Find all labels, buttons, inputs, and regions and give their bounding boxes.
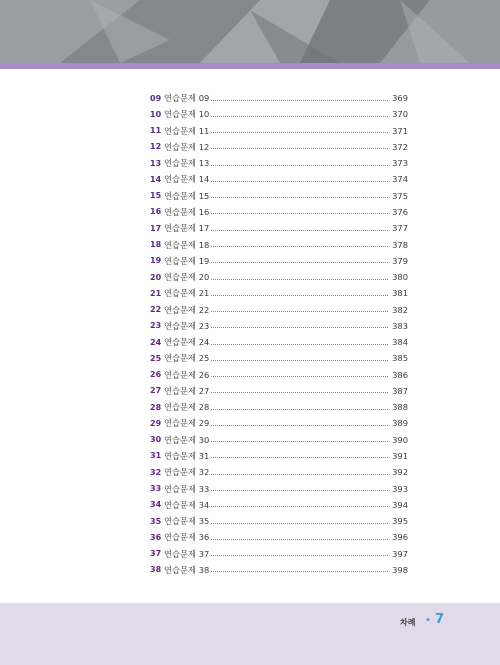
toc-entry-number: 13 [150,158,162,168]
toc-entry-number: 29 [150,418,162,428]
toc-entry[interactable] [150,155,408,171]
toc-entry-title: 연습문제 09 [164,93,210,104]
footer-band [0,603,500,665]
toc-entry[interactable] [150,204,408,220]
toc-entry-title: 연습문제 31 [164,450,210,461]
toc-entry-number: 25 [150,353,162,363]
toc-entry[interactable] [150,464,408,480]
toc-entry-page: 374 [392,174,408,185]
toc-leader-dots [211,230,388,231]
toc-leader-dots [211,262,388,263]
toc-leader-dots [211,165,388,166]
toc-entry[interactable] [150,350,408,366]
toc-entry-title: 연습문제 18 [164,239,210,250]
toc-leader-dots [211,148,388,149]
toc-entry-page: 373 [392,158,408,169]
toc-entry-title: 연습문제 37 [164,548,210,559]
toc-entry-title: 연습문제 29 [164,418,210,429]
toc-entry-title: 연습문제 20 [164,272,210,283]
toc-leader-dots [211,409,388,410]
toc-entry[interactable] [150,285,408,301]
toc-entry[interactable] [150,448,408,464]
toc-entry-page: 375 [392,190,408,201]
toc-leader-dots [211,295,388,296]
header-pattern [0,0,500,63]
toc-leader-dots [211,425,388,426]
toc-entry-page: 397 [392,548,408,559]
toc-entry-page: 371 [392,125,408,136]
toc-entry-page: 386 [392,369,408,380]
toc-entry-number: 17 [150,223,162,233]
toc-entry-number: 23 [150,321,162,331]
toc-entry-title: 연습문제 13 [164,158,210,169]
toc-leader-dots [211,344,388,345]
toc-entry-page: 370 [392,109,408,120]
toc-entry-number: 14 [150,174,162,184]
toc-entry-number: 22 [150,305,162,315]
toc-leader-dots [211,327,388,328]
toc-entry[interactable] [150,399,408,415]
header-accent-stripe [0,63,500,69]
toc-entry-number: 35 [150,516,162,526]
toc-entry-page: 378 [392,239,408,250]
toc-entry-number: 33 [150,484,162,493]
toc-leader-dots [211,441,388,442]
toc-entry-page: 372 [392,141,408,152]
toc-entry-title: 연습문제 22 [164,304,210,315]
toc-entry-number: 31 [150,451,162,461]
toc-entry[interactable] [150,383,408,399]
toc-entry-title: 연습문제 36 [164,532,210,543]
toc-entry-number: 28 [150,402,162,412]
toc-leader-dots [211,457,388,458]
toc-entry[interactable] [150,432,408,448]
toc-entry-page: 383 [392,320,408,331]
toc-entry-page: 391 [392,450,408,461]
toc-entry-page: 384 [392,337,408,348]
toc-entry-number: 24 [150,337,162,347]
toc-entry-title: 연습문제 21 [164,288,210,299]
toc-leader-dots [211,213,388,214]
toc-entry-title: 연습문제 28 [164,402,210,413]
toc-entry-page: 390 [392,434,408,445]
toc-entry-title: 연습문제 23 [164,320,210,331]
toc-entry[interactable] [150,318,408,334]
toc-entry-number: 38 [150,565,162,575]
toc-entry-page: 393 [392,483,408,494]
toc-entry[interactable] [150,236,408,252]
toc-leader-dots [211,116,388,117]
toc-entry-page: 388 [392,402,408,413]
toc-leader-dots [211,571,388,572]
toc-entry-title: 연습문제 16 [164,206,210,217]
toc-entry-number: 19 [150,256,162,266]
toc-entry-title: 연습문제 11 [164,125,210,136]
toc-entry-title: 연습문제 10 [164,109,210,120]
toc-entry[interactable] [150,171,408,187]
toc-entry-number: 20 [150,272,162,282]
toc-entry[interactable] [150,220,408,236]
toc-entry[interactable] [150,562,408,578]
toc-entry-number: 10 [150,109,162,119]
toc-entry-number: 09 [150,93,162,103]
toc-entry[interactable] [150,253,408,269]
toc-entry-page: 398 [392,564,408,575]
toc-leader-dots [211,311,388,312]
toc-entry[interactable] [150,545,408,561]
toc-entry-number: 32 [150,467,162,477]
toc-entry-title: 연습문제 33 [164,483,210,494]
toc-entry-title: 연습문제 25 [164,353,210,364]
toc-entry-title: 연습문제 38 [164,564,210,575]
toc-entry-page: 382 [392,304,408,315]
toc-entry-page: 394 [392,499,408,510]
toc-entry-page: 376 [392,206,408,217]
toc-leader-dots [211,360,388,361]
toc-entry[interactable] [150,269,408,285]
toc-entry-title: 연습문제 27 [164,385,210,396]
toc-entry-number: 16 [150,207,162,217]
toc-entry-page: 379 [392,255,408,266]
toc-entry[interactable] [150,367,408,383]
toc-entry-title: 연습문제 24 [164,337,210,348]
toc-leader-dots [211,100,388,101]
toc-entry[interactable] [150,529,408,545]
toc-entry-page: 377 [392,223,408,234]
toc-entry-page: 396 [392,532,408,543]
toc-entry[interactable] [150,90,408,106]
toc-entry[interactable] [150,415,408,431]
toc-leader-dots [211,246,388,247]
toc-entry-number: 26 [150,370,162,380]
toc-entry[interactable] [150,334,408,350]
toc-entry-title: 연습문제 19 [164,255,210,266]
toc-entry[interactable] [150,139,408,155]
toc-leader-dots [211,392,388,393]
toc-entry-page: 385 [392,353,408,364]
toc-entry-title: 연습문제 32 [164,467,210,478]
toc-entry-number: 11 [150,126,162,136]
toc-entry-title: 연습문제 26 [164,369,210,380]
toc-entry-title: 연습문제 34 [164,499,210,510]
toc-entry-number: 36 [150,532,162,542]
toc-entry[interactable] [150,480,408,496]
toc-entry-page: 395 [392,516,408,527]
toc-entry-number: 15 [150,191,162,201]
toc-entry-number: 37 [150,549,162,559]
header-banner [0,0,500,63]
toc-entry-title: 연습문제 17 [164,223,210,234]
toc-entry-number: 12 [150,142,162,152]
toc-leader-dots [211,523,388,524]
toc-entry-number: 30 [150,435,162,445]
toc-entry[interactable] [150,513,408,529]
toc-entry-number: 34 [150,500,162,510]
toc-entry-page: 387 [392,385,408,396]
toc-entry-number: 21 [150,288,162,298]
toc-entry[interactable] [150,188,408,204]
toc-leader-dots [211,376,388,377]
toc-entry-title: 연습문제 35 [164,516,210,527]
toc-entry-title: 연습문제 30 [164,434,210,445]
toc-entry-page: 380 [392,272,408,283]
toc-leader-dots [211,539,388,540]
toc-entry-title: 연습문제 12 [164,141,210,152]
toc-entry-page: 369 [392,93,408,104]
toc-leader-dots [211,181,388,182]
footer-separator: • [425,615,431,626]
toc-leader-dots [211,197,388,198]
toc-entry-page: 381 [392,288,408,299]
toc-leader-dots [211,279,388,280]
toc-entry-number: 18 [150,240,162,250]
toc-entry-number: 27 [150,386,162,396]
footer-label: 차례 [400,618,416,627]
toc-leader-dots [211,474,388,475]
toc-entry-page: 392 [392,467,408,478]
toc-entry-title: 연습문제 15 [164,190,210,201]
toc-entry-page: 389 [392,418,408,429]
toc-entry[interactable] [150,497,408,513]
toc-entry[interactable] [150,106,408,122]
toc-leader-dots [211,506,388,507]
toc-entry[interactable] [150,123,408,139]
toc-leader-dots [211,490,388,491]
table-of-contents [150,90,408,578]
toc-leader-dots [211,555,388,556]
toc-leader-dots [211,132,388,133]
page-number: 7 [435,612,445,627]
toc-entry-title: 연습문제 14 [164,174,210,185]
toc-entry[interactable] [150,301,408,317]
